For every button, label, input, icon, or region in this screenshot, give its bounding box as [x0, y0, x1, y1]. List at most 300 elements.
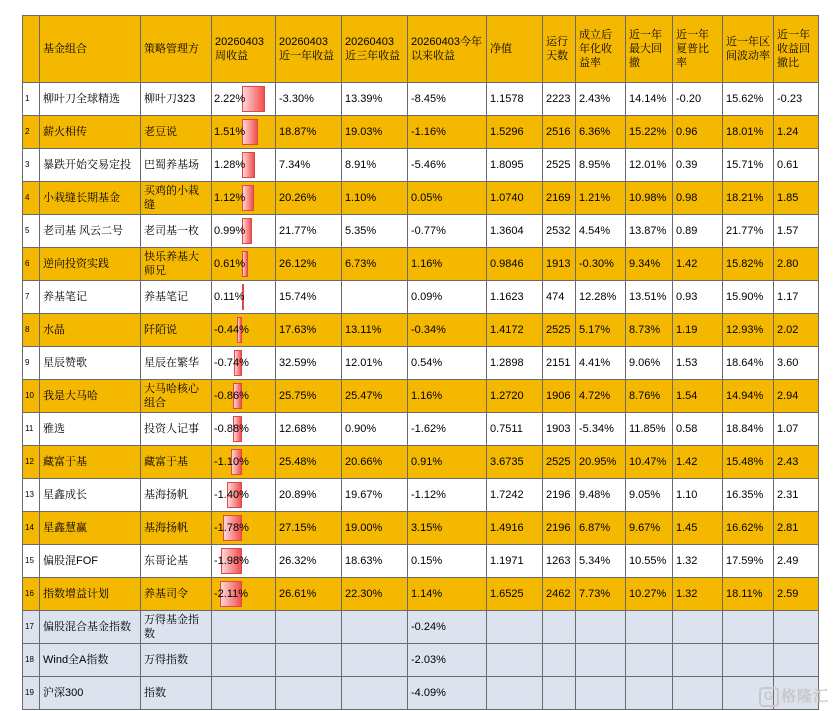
- weekly-return: [212, 380, 276, 413]
- nav: 1.2720: [487, 380, 543, 413]
- nav: 1.6525: [487, 578, 543, 611]
- index-row: [23, 644, 819, 677]
- three-year-return: 1.10%: [342, 182, 408, 215]
- running-days: 474: [543, 281, 576, 314]
- running-days: 2532: [543, 215, 576, 248]
- max-drawdown: 9.34%: [626, 248, 673, 281]
- volatility: 15.82%: [723, 248, 774, 281]
- empty-cell: [774, 611, 819, 644]
- table-row: [23, 380, 819, 413]
- running-days: 2196: [543, 479, 576, 512]
- three-year-return: 18.63%: [342, 545, 408, 578]
- volatility: 18.84%: [723, 413, 774, 446]
- volatility: 18.64%: [723, 347, 774, 380]
- fund-name: 养基笔记: [40, 281, 141, 314]
- max-drawdown: 10.47%: [626, 446, 673, 479]
- ytd-return: -1.62%: [408, 413, 487, 446]
- ytd-return: 0.15%: [408, 545, 487, 578]
- table-row: [23, 149, 819, 182]
- empty-cell: [723, 611, 774, 644]
- manager: 养基笔记: [141, 281, 212, 314]
- annualized-return: 8.95%: [576, 149, 626, 182]
- row-index: 19: [23, 677, 40, 710]
- weekly-return-value: -1.40%: [214, 489, 249, 501]
- weekly-return-value: -0.86%: [214, 390, 249, 402]
- weekly-return: [212, 479, 276, 512]
- ytd-return: -0.24%: [408, 611, 487, 644]
- max-drawdown: 15.22%: [626, 116, 673, 149]
- weekly-return-value: -1.98%: [214, 555, 249, 567]
- annualized-return: 5.17%: [576, 314, 626, 347]
- volatility: 16.62%: [723, 512, 774, 545]
- nav: 1.1623: [487, 281, 543, 314]
- running-days: 2525: [543, 314, 576, 347]
- max-drawdown: 10.55%: [626, 545, 673, 578]
- nav: 1.7242: [487, 479, 543, 512]
- return-drawdown-ratio: 3.60: [774, 347, 819, 380]
- running-days: 1903: [543, 413, 576, 446]
- nav: 1.4172: [487, 314, 543, 347]
- nav: 1.0740: [487, 182, 543, 215]
- annualized-return: 6.87%: [576, 512, 626, 545]
- annualized-return: 9.48%: [576, 479, 626, 512]
- weekly-return: [212, 281, 276, 314]
- return-drawdown-ratio: 2.59: [774, 578, 819, 611]
- one-year-return: 15.74%: [276, 281, 342, 314]
- fund-name: 水晶: [40, 314, 141, 347]
- return-drawdown-ratio: 1.24: [774, 116, 819, 149]
- nav: 1.8095: [487, 149, 543, 182]
- three-year-return: 0.90%: [342, 413, 408, 446]
- manager: 快乐养基大师兄: [141, 248, 212, 281]
- fund-name: 我是大马哈: [40, 380, 141, 413]
- annualized-return: 5.34%: [576, 545, 626, 578]
- weekly-return-value: -1.10%: [214, 456, 249, 468]
- running-days: 2462: [543, 578, 576, 611]
- fund-table: [22, 15, 819, 710]
- column-header: 成立后年化收益率: [576, 16, 626, 83]
- empty-cell: [276, 677, 342, 710]
- empty-cell: [212, 644, 276, 677]
- sharpe-ratio: 1.32: [673, 578, 723, 611]
- ytd-return: -4.09%: [408, 677, 487, 710]
- volatility: 16.35%: [723, 479, 774, 512]
- one-year-return: 25.75%: [276, 380, 342, 413]
- sharpe-ratio: 0.96: [673, 116, 723, 149]
- column-header: 20260403近一年收益: [276, 16, 342, 83]
- row-index: 3: [23, 149, 40, 182]
- max-drawdown: 14.14%: [626, 83, 673, 116]
- row-index: 5: [23, 215, 40, 248]
- sharpe-ratio: 1.54: [673, 380, 723, 413]
- empty-cell: [576, 677, 626, 710]
- three-year-return: 13.11%: [342, 314, 408, 347]
- weekly-return-value: 1.51%: [214, 126, 246, 138]
- table-row: [23, 545, 819, 578]
- ytd-return: 1.16%: [408, 380, 487, 413]
- volatility: 18.01%: [723, 116, 774, 149]
- weekly-return-value: -0.88%: [214, 423, 249, 435]
- weekly-return: [212, 215, 276, 248]
- weekly-return-value: 1.28%: [214, 159, 246, 171]
- running-days: 1913: [543, 248, 576, 281]
- three-year-return: [342, 281, 408, 314]
- watermark-logo: [759, 685, 829, 707]
- row-index: 4: [23, 182, 40, 215]
- header-row: [23, 16, 819, 83]
- weekly-return: [212, 149, 276, 182]
- annualized-return: 12.28%: [576, 281, 626, 314]
- one-year-return: 17.63%: [276, 314, 342, 347]
- ytd-return: 0.91%: [408, 446, 487, 479]
- weekly-return: [212, 116, 276, 149]
- column-header: 20260403今年以来收益: [408, 16, 487, 83]
- row-index: 7: [23, 281, 40, 314]
- weekly-return-value: 0.99%: [214, 225, 246, 237]
- one-year-return: 20.89%: [276, 479, 342, 512]
- three-year-return: 19.67%: [342, 479, 408, 512]
- three-year-return: 19.00%: [342, 512, 408, 545]
- sharpe-ratio: 1.53: [673, 347, 723, 380]
- sharpe-ratio: -0.20: [673, 83, 723, 116]
- return-drawdown-ratio: 2.02: [774, 314, 819, 347]
- nav: 1.5296: [487, 116, 543, 149]
- empty-cell: [276, 611, 342, 644]
- one-year-return: 12.68%: [276, 413, 342, 446]
- index-source: 指数: [141, 677, 212, 710]
- max-drawdown: 13.87%: [626, 215, 673, 248]
- return-drawdown-ratio: 1.07: [774, 413, 819, 446]
- ytd-return: -5.46%: [408, 149, 487, 182]
- empty-cell: [487, 644, 543, 677]
- one-year-return: -3.30%: [276, 83, 342, 116]
- empty-cell: [673, 644, 723, 677]
- nav: 1.3604: [487, 215, 543, 248]
- three-year-return: 6.73%: [342, 248, 408, 281]
- watermark-text: 格隆汇: [780, 687, 829, 705]
- empty-cell: [342, 677, 408, 710]
- max-drawdown: 10.98%: [626, 182, 673, 215]
- volatility: 15.48%: [723, 446, 774, 479]
- volatility: 12.93%: [723, 314, 774, 347]
- column-header: 净值: [487, 16, 543, 83]
- column-header: 运行天数: [543, 16, 576, 83]
- return-drawdown-ratio: 0.61: [774, 149, 819, 182]
- return-drawdown-ratio: 1.85: [774, 182, 819, 215]
- max-drawdown: 8.73%: [626, 314, 673, 347]
- weekly-return: [212, 446, 276, 479]
- one-year-return: 26.12%: [276, 248, 342, 281]
- ytd-return: -2.03%: [408, 644, 487, 677]
- column-header: 近一年收益回撤比: [774, 16, 819, 83]
- fund-name: 柳叶刀全球精选: [40, 83, 141, 116]
- fund-name: 星鑫慧赢: [40, 512, 141, 545]
- manager: 老豆说: [141, 116, 212, 149]
- volatility: 21.77%: [723, 215, 774, 248]
- annualized-return: 20.95%: [576, 446, 626, 479]
- fund-name: 老司基 风云二号: [40, 215, 141, 248]
- column-header: 基金组合: [40, 16, 141, 83]
- one-year-return: 21.77%: [276, 215, 342, 248]
- running-days: 1906: [543, 380, 576, 413]
- weekly-return-value: -0.74%: [214, 357, 249, 369]
- empty-cell: [276, 644, 342, 677]
- one-year-return: 32.59%: [276, 347, 342, 380]
- three-year-return: 19.03%: [342, 116, 408, 149]
- one-year-return: 26.61%: [276, 578, 342, 611]
- three-year-return: 5.35%: [342, 215, 408, 248]
- index-row: [23, 677, 819, 710]
- fund-name: 星辰赞歌: [40, 347, 141, 380]
- volatility: 17.59%: [723, 545, 774, 578]
- column-header: 近一年夏普比率: [673, 16, 723, 83]
- ytd-return: 1.16%: [408, 248, 487, 281]
- row-index: 10: [23, 380, 40, 413]
- row-index: 13: [23, 479, 40, 512]
- manager: 阡陌说: [141, 314, 212, 347]
- fund-name: 星鑫成长: [40, 479, 141, 512]
- running-days: 2516: [543, 116, 576, 149]
- row-index: 6: [23, 248, 40, 281]
- ytd-return: 3.15%: [408, 512, 487, 545]
- weekly-return: [212, 512, 276, 545]
- weekly-return-value: 0.11%: [214, 291, 245, 303]
- max-drawdown: 13.51%: [626, 281, 673, 314]
- annualized-return: 7.73%: [576, 578, 626, 611]
- fund-name: 雅选: [40, 413, 141, 446]
- empty-cell: [723, 644, 774, 677]
- return-drawdown-ratio: 2.94: [774, 380, 819, 413]
- ytd-return: -0.77%: [408, 215, 487, 248]
- sharpe-ratio: 1.10: [673, 479, 723, 512]
- fund-name: 薪火相传: [40, 116, 141, 149]
- max-drawdown: 9.67%: [626, 512, 673, 545]
- one-year-return: 20.26%: [276, 182, 342, 215]
- fund-name: 逆向投资实践: [40, 248, 141, 281]
- weekly-return-value: -1.78%: [214, 522, 249, 534]
- nav: 1.1971: [487, 545, 543, 578]
- return-drawdown-ratio: -0.23: [774, 83, 819, 116]
- one-year-return: 27.15%: [276, 512, 342, 545]
- manager: 投资人记事: [141, 413, 212, 446]
- manager: 藏富于基: [141, 446, 212, 479]
- ytd-return: -1.12%: [408, 479, 487, 512]
- table-row: [23, 248, 819, 281]
- max-drawdown: 11.85%: [626, 413, 673, 446]
- table-row: [23, 446, 819, 479]
- empty-cell: [212, 611, 276, 644]
- one-year-return: 26.32%: [276, 545, 342, 578]
- sharpe-ratio: 1.42: [673, 248, 723, 281]
- manager: 买鸡的小栽缝: [141, 182, 212, 215]
- weekly-return-value: -2.11%: [214, 588, 249, 600]
- table-row: [23, 215, 819, 248]
- sharpe-ratio: 0.89: [673, 215, 723, 248]
- ytd-return: 0.09%: [408, 281, 487, 314]
- weekly-return-value: -0.44%: [214, 324, 249, 336]
- one-year-return: 25.48%: [276, 446, 342, 479]
- three-year-return: 25.47%: [342, 380, 408, 413]
- return-drawdown-ratio: 1.17: [774, 281, 819, 314]
- empty-cell: [543, 644, 576, 677]
- weekly-return: [212, 248, 276, 281]
- max-drawdown: 9.05%: [626, 479, 673, 512]
- one-year-return: 7.34%: [276, 149, 342, 182]
- annualized-return: -0.30%: [576, 248, 626, 281]
- empty-cell: [212, 677, 276, 710]
- weekly-return: [212, 347, 276, 380]
- manager: 巴蜀养基场: [141, 149, 212, 182]
- weekly-return: [212, 413, 276, 446]
- annualized-return: 6.36%: [576, 116, 626, 149]
- nav: 0.7511: [487, 413, 543, 446]
- column-header: 近一年区间波动率: [723, 16, 774, 83]
- row-index: 16: [23, 578, 40, 611]
- table-row: [23, 281, 819, 314]
- manager: 老司基一枚: [141, 215, 212, 248]
- table-row: [23, 479, 819, 512]
- empty-cell: [487, 677, 543, 710]
- ytd-return: 0.05%: [408, 182, 487, 215]
- return-drawdown-ratio: 1.57: [774, 215, 819, 248]
- empty-cell: [342, 611, 408, 644]
- running-days: 2525: [543, 446, 576, 479]
- empty-cell: [774, 644, 819, 677]
- nav: 3.6735: [487, 446, 543, 479]
- empty-cell: [576, 644, 626, 677]
- volatility: 15.71%: [723, 149, 774, 182]
- max-drawdown: 8.76%: [626, 380, 673, 413]
- manager: 养基司令: [141, 578, 212, 611]
- table-row: [23, 512, 819, 545]
- weekly-return: [212, 314, 276, 347]
- row-index: 9: [23, 347, 40, 380]
- max-drawdown: 10.27%: [626, 578, 673, 611]
- column-header: [23, 16, 40, 83]
- weekly-return: [212, 83, 276, 116]
- one-year-return: 18.87%: [276, 116, 342, 149]
- ytd-return: -8.45%: [408, 83, 487, 116]
- empty-cell: [576, 611, 626, 644]
- index-source: 万得指数: [141, 644, 212, 677]
- volatility: 18.21%: [723, 182, 774, 215]
- sharpe-ratio: 1.19: [673, 314, 723, 347]
- fund-name: 指数增益计划: [40, 578, 141, 611]
- sharpe-ratio: 0.58: [673, 413, 723, 446]
- weekly-return-bar: [242, 86, 265, 112]
- index-row: [23, 611, 819, 644]
- empty-cell: [626, 611, 673, 644]
- three-year-return: 20.66%: [342, 446, 408, 479]
- weekly-return-value: 0.61%: [214, 258, 246, 270]
- nav: 1.2898: [487, 347, 543, 380]
- return-drawdown-ratio: 2.43: [774, 446, 819, 479]
- fund-name: 藏富于基: [40, 446, 141, 479]
- three-year-return: 12.01%: [342, 347, 408, 380]
- weekly-return: [212, 182, 276, 215]
- annualized-return: 2.43%: [576, 83, 626, 116]
- empty-cell: [342, 644, 408, 677]
- index-name: 沪深300: [40, 677, 141, 710]
- return-drawdown-ratio: 2.31: [774, 479, 819, 512]
- ytd-return: -0.34%: [408, 314, 487, 347]
- nav: 1.1578: [487, 83, 543, 116]
- column-header: 20260403周收益: [212, 16, 276, 83]
- return-drawdown-ratio: 2.49: [774, 545, 819, 578]
- ytd-return: -1.16%: [408, 116, 487, 149]
- volatility: 15.62%: [723, 83, 774, 116]
- manager: 基海扬帆: [141, 479, 212, 512]
- three-year-return: 8.91%: [342, 149, 408, 182]
- logo-icon: G: [759, 687, 779, 707]
- sharpe-ratio: 0.93: [673, 281, 723, 314]
- column-header: 策略管理方: [141, 16, 212, 83]
- table-row: [23, 83, 819, 116]
- row-index: 15: [23, 545, 40, 578]
- annualized-return: 1.21%: [576, 182, 626, 215]
- index-name: Wind全A指数: [40, 644, 141, 677]
- annualized-return: 4.72%: [576, 380, 626, 413]
- row-index: 14: [23, 512, 40, 545]
- table-row: [23, 347, 819, 380]
- volatility: 18.11%: [723, 578, 774, 611]
- manager: 基海扬帆: [141, 512, 212, 545]
- annualized-return: 4.54%: [576, 215, 626, 248]
- running-days: 2525: [543, 149, 576, 182]
- fund-name: 暴跌开始交易定投: [40, 149, 141, 182]
- empty-cell: [673, 611, 723, 644]
- manager: 大马哈核心组合: [141, 380, 212, 413]
- sharpe-ratio: 0.98: [673, 182, 723, 215]
- weekly-return-value: 1.12%: [214, 192, 246, 204]
- sharpe-ratio: 0.39: [673, 149, 723, 182]
- three-year-return: 22.30%: [342, 578, 408, 611]
- running-days: 2196: [543, 512, 576, 545]
- table-row: [23, 116, 819, 149]
- table-row: [23, 578, 819, 611]
- three-year-return: 13.39%: [342, 83, 408, 116]
- running-days: 1263: [543, 545, 576, 578]
- empty-cell: [487, 611, 543, 644]
- sharpe-ratio: 1.32: [673, 545, 723, 578]
- row-index: 11: [23, 413, 40, 446]
- manager: 柳叶刀323: [141, 83, 212, 116]
- manager: 星辰在繁华: [141, 347, 212, 380]
- annualized-return: 4.41%: [576, 347, 626, 380]
- return-drawdown-ratio: 2.81: [774, 512, 819, 545]
- annualized-return: -5.34%: [576, 413, 626, 446]
- table-row: [23, 314, 819, 347]
- row-index: 1: [23, 83, 40, 116]
- empty-cell: [626, 644, 673, 677]
- row-index: 2: [23, 116, 40, 149]
- running-days: 2223: [543, 83, 576, 116]
- fund-name: 小栽缝长期基金: [40, 182, 141, 215]
- empty-cell: [673, 677, 723, 710]
- weekly-return: [212, 578, 276, 611]
- volatility: 15.90%: [723, 281, 774, 314]
- sharpe-ratio: 1.45: [673, 512, 723, 545]
- empty-cell: [626, 677, 673, 710]
- running-days: 2151: [543, 347, 576, 380]
- empty-cell: [543, 677, 576, 710]
- index-source: 万得基金指数: [141, 611, 212, 644]
- return-drawdown-ratio: 2.80: [774, 248, 819, 281]
- row-index: 17: [23, 611, 40, 644]
- column-header: 20260403近三年收益: [342, 16, 408, 83]
- nav: 1.4916: [487, 512, 543, 545]
- volatility: 14.94%: [723, 380, 774, 413]
